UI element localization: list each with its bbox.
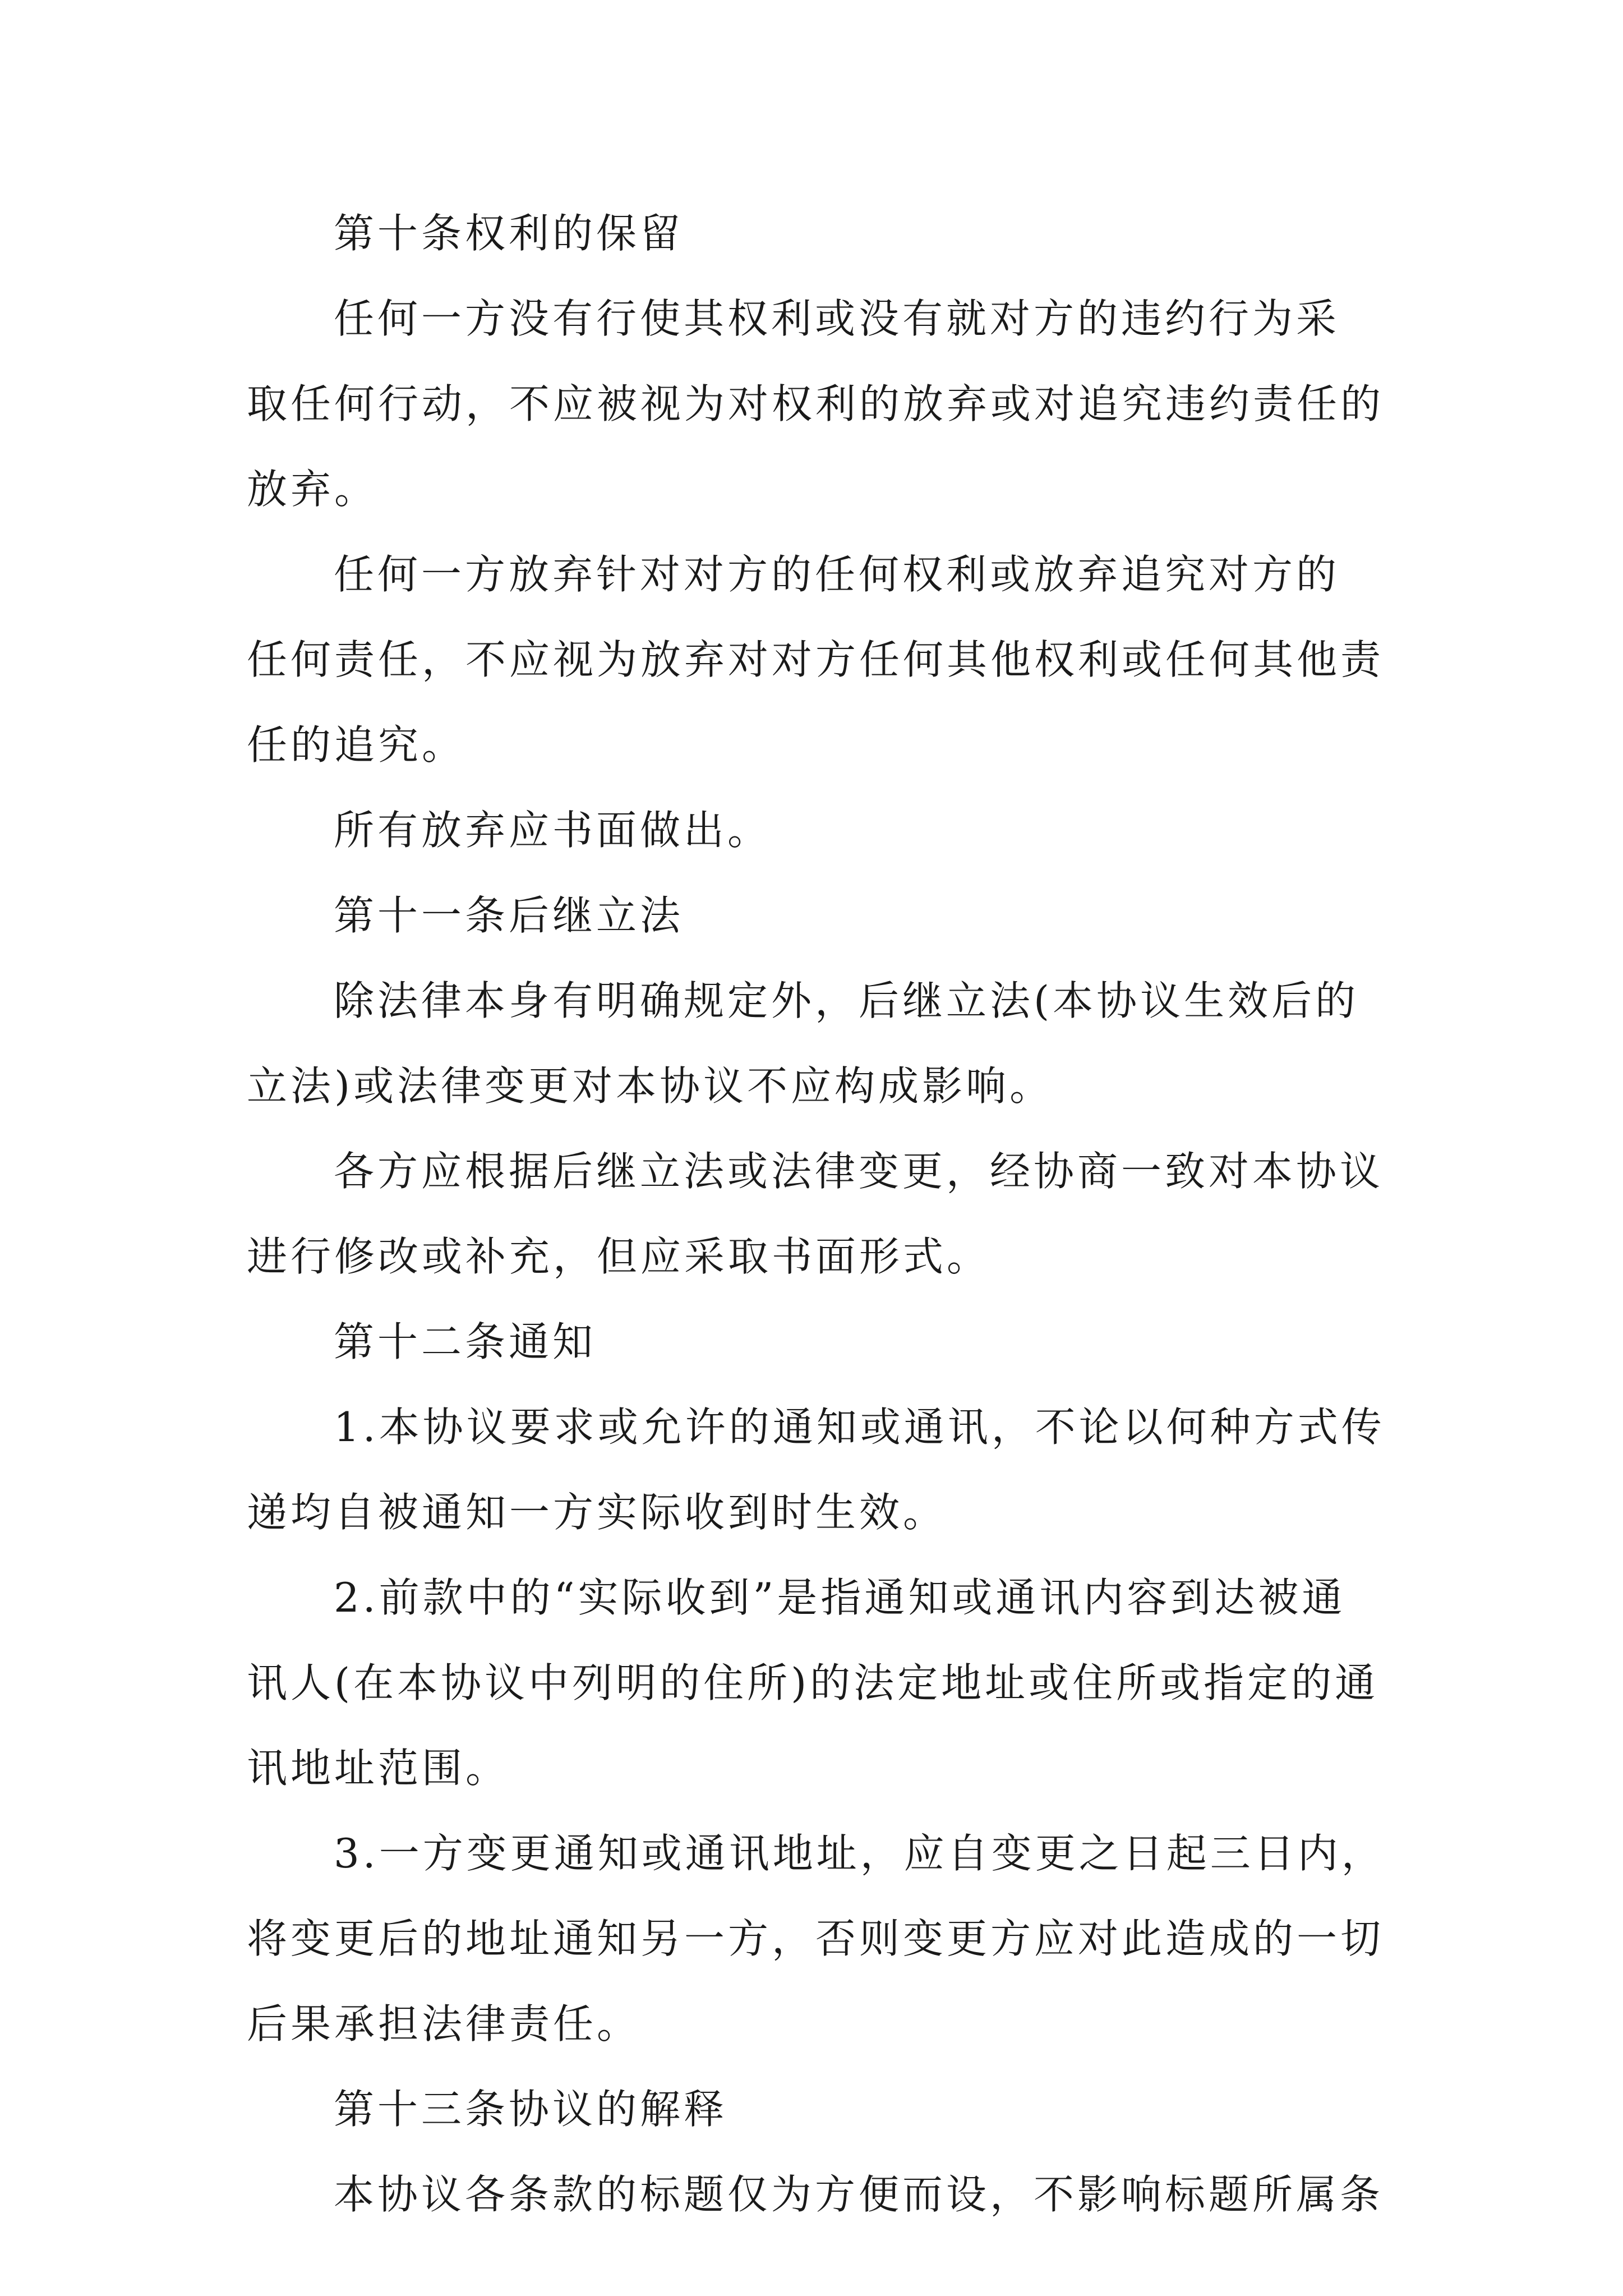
article-11-heading: 第十一条后继立法	[334, 892, 684, 939]
clause-line: 将变更后的地址通知另一方，否则变更方应对此造成的一切	[247, 1915, 1385, 1962]
clause-line: 讯地址范围。	[247, 1745, 510, 1792]
article-12-heading: 第十二条通知	[334, 1318, 597, 1365]
document-body	[247, 191, 1391, 2237]
paragraph-line: 本协议各条款的标题仅为方便而设，不影响标题所属条	[334, 2171, 1384, 2218]
clause-line: 2.前款中的“实际收到”是指通知或通讯内容到达被通	[334, 1574, 1346, 1621]
clause-line: 讯人(在本协议中列明的住所)的法定地址或住所或指定的通	[247, 1659, 1379, 1706]
paragraph-line: 任何一方放弃针对对方的任何权利或放弃追究对方的	[334, 551, 1340, 598]
clause-line: 1.本协议要求或允许的通知或通讯，不论以何种方式传	[334, 1404, 1385, 1451]
paragraph-line: 除法律本身有明确规定外，后继立法(本协议生效后的	[334, 977, 1359, 1024]
clause-line: 递均自被通知一方实际收到时生效。	[247, 1489, 947, 1536]
paragraph-line: 进行修改或补充，但应采取书面形式。	[247, 1233, 991, 1280]
paragraph-line: 取任何行动，不应被视为对权利的放弃或对追究违约责任的	[247, 380, 1385, 427]
clause-line: 3.一方变更通知或通讯地址，应自变更之日起三日内，	[334, 1830, 1385, 1877]
paragraph-line: 放弃。	[247, 466, 379, 513]
paragraph-line: 任何责任，不应视为放弃对对方任何其他权利或任何其他责	[247, 636, 1385, 683]
paragraph-line: 立法)或法律变更对本协议不应构成影响。	[247, 1062, 1054, 1110]
paragraph-line: 任何一方没有行使其权利或没有就对方的违约行为采	[334, 295, 1340, 342]
paragraph-line: 各方应根据后继立法或法律变更，经协商一致对本协议	[334, 1148, 1384, 1195]
paragraph-line: 任的追究。	[247, 721, 466, 769]
clause-line: 后果承担法律责任。	[247, 2000, 641, 2047]
paragraph-line: 所有放弃应书面做出。	[334, 807, 772, 854]
article-13-heading: 第十三条协议的解释	[334, 2086, 728, 2133]
article-10-heading: 第十条权利的保留	[334, 210, 684, 257]
